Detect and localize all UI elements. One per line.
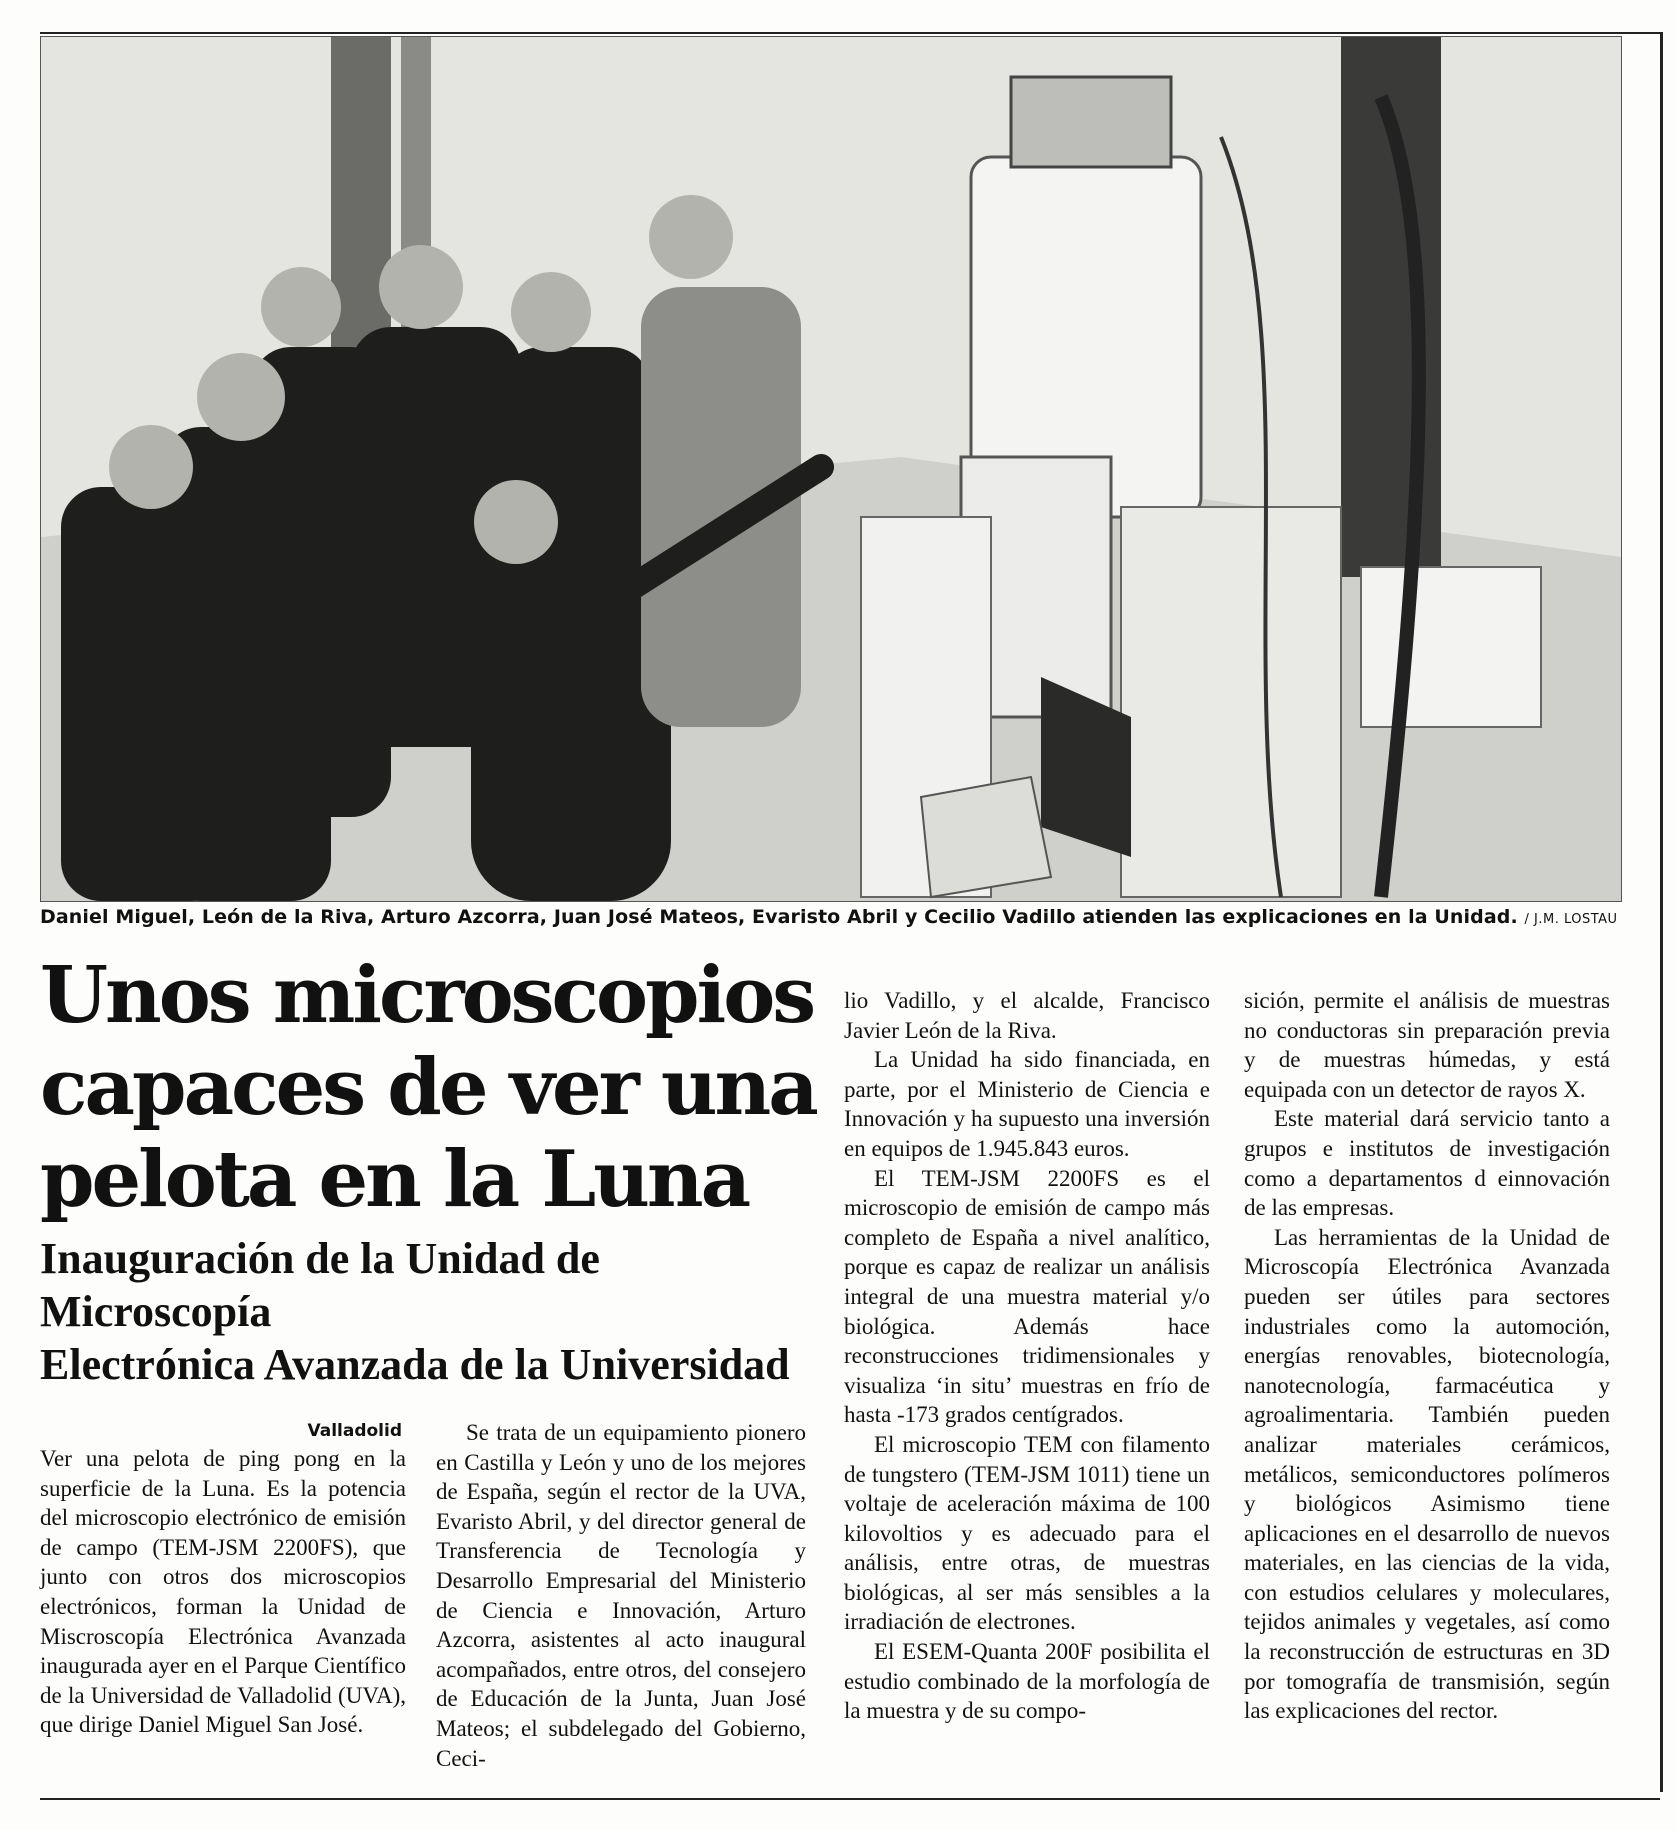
paragraph: Ver una pelota de ping pong en la superficie de la Luna. Es la potencia del microscopio electrónico de emisión de campo (TEM-JSM 2200FS), que junto con otros dos microscopios electrónicos, forman la Unidad de Miscroscopía Electrónica Avanzada inaugurada ayer en el Parque Científico de la Universidad de Valladolid (UVA), que dirige Daniel Miguel San José. [40, 1446, 406, 1738]
headline [40, 950, 830, 1226]
subhead-line-2: Electrónica Avanzada de la Universidad [40, 1340, 790, 1389]
bottom-rule [40, 1798, 1660, 1800]
subhead-line-1: Inauguración de la Unidad de Microscopía [40, 1234, 600, 1336]
article-column-2 [436, 1418, 806, 1773]
caption-text: Daniel Miguel, León de la Riva, Arturo Azcorra, Juan José Mateos, Evaristo Abril y Cecilio Vadillo atienden las explicaciones en la Unidad. [40, 906, 1518, 928]
right-rule [1660, 32, 1663, 1792]
paragraph: El ESEM-Quanta 200F posibilita el estudio combinado de la morfología de la muestra y de su compo- [844, 1639, 1210, 1724]
photo-caption [40, 906, 1640, 940]
news-photo [40, 36, 1622, 902]
paragraph: lio Vadillo, y el alcalde, Francisco Javier León de la Riva. [844, 988, 1210, 1043]
headline-line-1: Unos microscopios [40, 950, 814, 1041]
subheadline [40, 1232, 830, 1391]
paragraph: El microscopio TEM con filamento de tungstero (TEM-JSM 1011) tiene un voltaje de aceleración máxima de 100 kilovoltios y es adecuado para el análisis, entre otras, de muestras biológicas, al ser más sensibles a la irradiación de electrones. [844, 1431, 1210, 1635]
paragraph: Las herramientas de la Unidad de Microscopía Electrónica Avanzada pueden ser útiles para sectores industriales como la automoción, energías renovables, biotecnología, nanotecnología, farmacéutica y agroalimentaria. También pueden analizar materiales cerámicos, metálicos, semiconductores polímeros y biológicos Asimismo tiene aplicaciones en el desarrollo de nuevos materiales, en las ciencias de la vida, con estudios celulares y moleculares, tejidos animales y vegetales, así como la reconstrucción de estructuras en 3D por tomografía de transmisión, según las explicaciones del rector. [1244, 1224, 1610, 1724]
paragraph: sición, permite el análisis de muestras no conductoras sin preparación previa y de muestras húmedas, y está equipada con un detector de rayos X. [1244, 988, 1610, 1102]
top-rule [40, 32, 1660, 34]
paragraph: Este material dará servicio tanto a grupos e institutos de investigación como a departamentos d einnovación de las empresas. [1244, 1106, 1610, 1221]
paragraph: El TEM-JSM 2200FS es el microscopio de emisión de campo más completo de España a nivel analítico, porque es capaz de realizar un análisis integral de una muestra material y/o biológica. Además hace reconstrucciones tridimensionales y visualiza ‘in situ’ muestras en frío de hasta -173 grados centígrados. [844, 1165, 1210, 1428]
dateline: Valladolid [307, 1421, 402, 1441]
paragraph: Se trata de un equipamiento pionero en Castilla y León y uno de los mejores de España, según el rector de la UVA, Evaristo Abril, y del director general de Transferencia de Tecnología y Desarrollo Empresarial del Ministerio de Ciencia e Innovación, Arturo Azcorra, asistentes al acto inaugural acompañados, entre otros, del consejero de Educación de la Junta, Juan José Mateos; el subdelegado del Gobierno, Ceci- [436, 1420, 806, 1771]
article-column-4 [1244, 986, 1610, 1726]
photo-credit: / J.M. LOSTAU [1524, 912, 1618, 927]
paragraph: La Unidad ha sido financiada, en parte, por el Ministerio de Ciencia e Innovación y ha supuesto una inversión en equipos de 1.945.843 euros. [844, 1047, 1210, 1161]
article-column-3 [844, 986, 1210, 1726]
article-column-1 [40, 1418, 406, 1740]
headline-line-2: capaces de ver una [40, 1042, 816, 1133]
headline-line-3: pelota en la Luna [40, 1134, 749, 1225]
